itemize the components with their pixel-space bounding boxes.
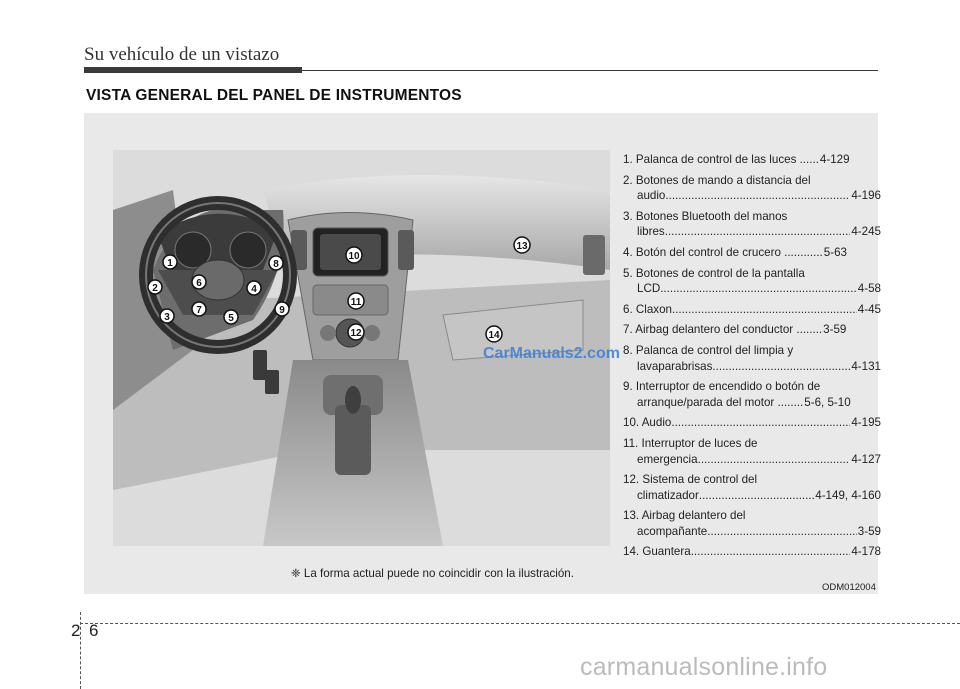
legend-item-10 xyxy=(623,415,881,431)
figure-code: ODM012004 xyxy=(822,582,876,593)
legend-text: 6. Claxon xyxy=(623,302,672,316)
legend-page: 5-6, 5-10 xyxy=(804,395,851,409)
callout-12 xyxy=(348,324,364,340)
svg-text:11: 11 xyxy=(350,297,362,308)
section-title: VISTA GENERAL DEL PANEL DE INSTRUMENTOS xyxy=(86,87,462,104)
legend-page: 4-195 xyxy=(851,416,881,430)
legend-item-14 xyxy=(623,544,881,560)
callout-4 xyxy=(247,281,261,295)
callout-8 xyxy=(269,256,283,270)
callout-3 xyxy=(160,309,174,323)
callout-6 xyxy=(192,275,206,289)
legend-text: 1. Palanca de control de las luces ...... xyxy=(623,153,819,166)
legend-text: climatizador xyxy=(637,488,699,502)
legend-item-6 xyxy=(623,302,881,318)
legend-text: 5. Botones de control de la pantalla xyxy=(623,266,805,280)
legend-page: 4-127 xyxy=(851,452,881,466)
legend-item-3 xyxy=(623,209,881,240)
legend-item-2 xyxy=(623,173,881,204)
callout-11 xyxy=(348,293,364,309)
legend-item-11 xyxy=(623,436,881,467)
svg-text:5: 5 xyxy=(228,313,234,324)
legend-item-1 xyxy=(623,152,881,168)
svg-text:12: 12 xyxy=(350,328,362,339)
legend-page: 3-59 xyxy=(823,323,847,337)
legend-text: lavaparabrisas xyxy=(637,359,713,373)
legend-text: 14. Guantera xyxy=(623,545,691,559)
callout-14 xyxy=(486,326,502,342)
legend-page: 4-196 xyxy=(851,189,881,203)
callout-10 xyxy=(346,247,362,263)
legend-text: acompañante xyxy=(637,524,708,538)
legend-text: 8. Palanca de control del limpia y xyxy=(623,343,794,357)
legend-item-9 xyxy=(623,379,881,410)
callout-7 xyxy=(192,302,206,316)
svg-text:10: 10 xyxy=(348,251,360,262)
legend-text: LCD xyxy=(637,282,661,296)
legend-text: audio xyxy=(637,189,666,203)
legend-item-13 xyxy=(623,508,881,539)
legend-item-8 xyxy=(623,343,881,374)
callout-9 xyxy=(275,302,289,316)
header-title: Su vehículo de un vistazo xyxy=(84,44,280,65)
illustration-note: ❈ La forma actual puede no coincidir con la ilustración. xyxy=(291,567,574,580)
svg-text:9: 9 xyxy=(279,305,285,316)
legend-text: 7. Airbag delantero del conductor ........ xyxy=(623,323,823,337)
legend-item-7 xyxy=(623,322,881,338)
callout-2 xyxy=(148,280,162,294)
legend-text: libres xyxy=(637,225,665,239)
svg-text:3: 3 xyxy=(164,312,170,323)
callout-13 xyxy=(514,237,530,253)
legend-page: 4-245 xyxy=(851,225,881,239)
svg-text:4: 4 xyxy=(251,284,257,295)
legend-text: 11. Interruptor de luces de xyxy=(623,436,758,450)
legend-page: 4-58 xyxy=(857,282,881,296)
legend-item-5 xyxy=(623,266,881,297)
svg-text:8: 8 xyxy=(273,259,279,270)
legend-page: 4-131 xyxy=(851,359,881,373)
legend xyxy=(623,152,881,565)
page-number-chapter: 2 xyxy=(71,621,81,640)
callout-5 xyxy=(224,310,238,324)
svg-text:14: 14 xyxy=(488,330,500,341)
legend-item-12 xyxy=(623,472,881,503)
svg-text:6: 6 xyxy=(196,278,202,289)
legend-page: 4-129 xyxy=(819,153,850,166)
svg-text:13: 13 xyxy=(516,241,528,252)
callout-1 xyxy=(163,255,177,269)
legend-text: 4. Botón del control de crucero ............ xyxy=(623,245,823,259)
legend-page: 4-178 xyxy=(851,545,881,559)
svg-text:2: 2 xyxy=(152,283,158,294)
legend-page: 4-45 xyxy=(857,302,881,316)
page-divider-horizontal xyxy=(80,623,960,625)
header-bar xyxy=(84,67,302,73)
footer-watermark: carmanualsonline.info xyxy=(580,653,828,681)
legend-text: 10. Audio xyxy=(623,416,672,430)
svg-text:1: 1 xyxy=(167,258,173,269)
legend-text: 3. Botones Bluetooth del manos xyxy=(623,209,788,223)
legend-text: 12. Sistema de control del xyxy=(623,473,758,487)
legend-page: 3-59 xyxy=(857,524,881,538)
legend-text: 2. Botones de mando a distancia del xyxy=(623,173,811,187)
svg-text:7: 7 xyxy=(196,305,202,316)
legend-text: arranque/parada del motor ........ xyxy=(637,395,804,409)
legend-page: 5-63 xyxy=(823,245,847,259)
watermark: CarManuals2.com xyxy=(483,345,620,362)
legend-item-4 xyxy=(623,245,881,261)
legend-text: 9. Interruptor de encendido o botón de xyxy=(623,380,821,394)
legend-page: 4-149, 4-160 xyxy=(815,488,881,502)
page-number-page: 6 xyxy=(89,621,99,640)
legend-text: 13. Airbag delantero del xyxy=(623,509,746,523)
header-rule xyxy=(302,70,878,71)
legend-text: emergencia xyxy=(637,452,698,466)
